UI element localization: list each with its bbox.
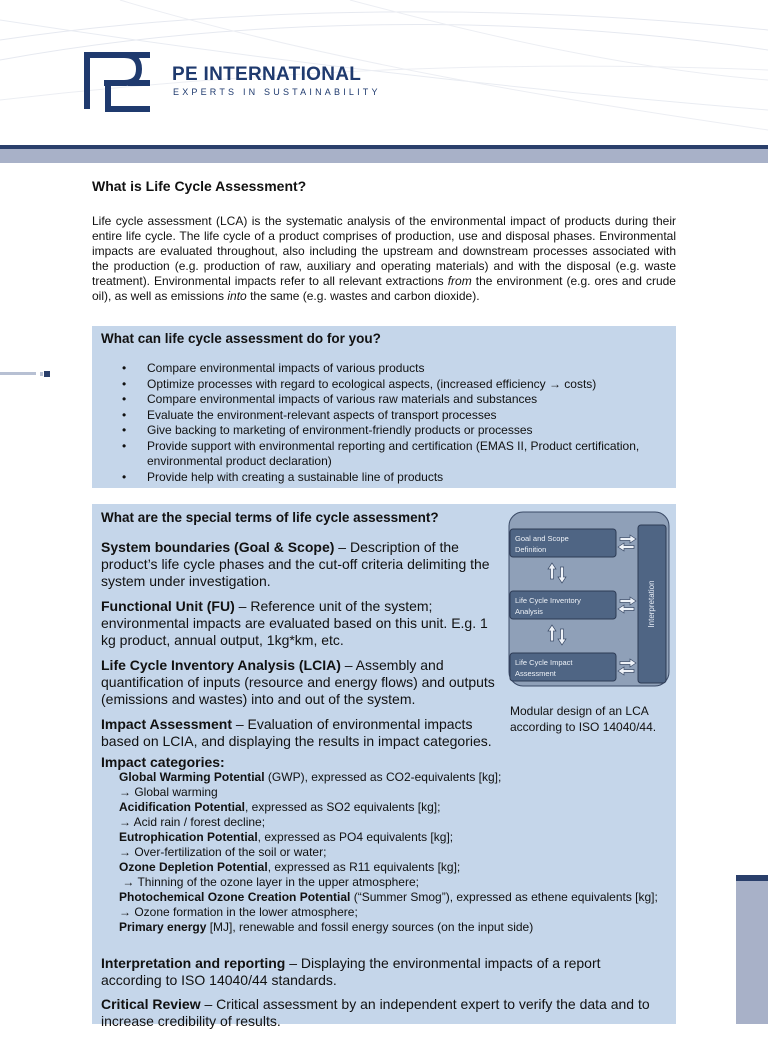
impact-name: Ozone Depletion Potential xyxy=(119,860,268,874)
benefits-list xyxy=(92,361,676,485)
list-item: • Provide help with creating a sustainable line of products xyxy=(92,470,676,486)
header-rule-light xyxy=(0,149,768,163)
brand-name: PE INTERNATIONAL xyxy=(172,64,362,85)
term-description: – Critical assessment by an independent expert to verify the data and to increase credibility of results. xyxy=(101,996,650,1029)
list-item: • Provide support with environmental reporting and certification (EMAS II, Product certification, environmental product declaration) xyxy=(92,439,676,470)
impact-description: (GWP), expressed as CO2-equivalents [kg]; xyxy=(264,770,502,784)
page-header xyxy=(0,0,768,150)
impact-label: Life Cycle Impact Assessment xyxy=(515,658,573,678)
term-name: Interpretation and reporting xyxy=(101,955,286,971)
impact-categories-heading: Impact categories: xyxy=(101,754,225,770)
impact-category xyxy=(119,860,659,875)
lca-diagram xyxy=(508,511,670,687)
impact-description: , expressed as PO4 equivalents [kg]; xyxy=(257,830,454,844)
benefits-heading: What can life cycle assessment do for you? xyxy=(101,331,381,346)
terms-box xyxy=(92,504,676,1029)
term-name: Critical Review xyxy=(101,996,201,1012)
term-name: Impact Assessment xyxy=(101,716,232,732)
interpretation-label: Interpretation xyxy=(647,580,656,628)
benefits-box xyxy=(92,326,676,488)
impact-category xyxy=(119,770,659,785)
impact-effect: → Acid rain / forest decline; xyxy=(119,815,266,829)
impact-description: [MJ], renewable and fossil energy sources (on the input side) xyxy=(206,920,534,934)
impact-category xyxy=(119,920,659,935)
term-entry xyxy=(101,657,501,708)
intro-paragraph xyxy=(92,214,676,304)
list-item: • Compare environmental impacts of various raw materials and substances xyxy=(92,392,676,408)
diagram-caption: Modular design of an LCA according to ISO 14040/44. xyxy=(510,704,657,734)
term-entry xyxy=(101,996,661,1030)
term-description: – Displaying the environmental impacts of a report according to ISO 14040/44 standards. xyxy=(101,955,601,988)
impact-name: Photochemical Ozone Creation Potential xyxy=(119,890,351,904)
term-name: Life Cycle Inventory Analysis (LCIA) xyxy=(101,657,341,673)
impact-name: Global Warming Potential xyxy=(119,770,265,784)
list-item: • Optimize processes with regard to ecological aspects, (increased efficiency → costs) xyxy=(92,377,676,393)
term-name: System boundaries (Goal & Scope) xyxy=(101,539,335,555)
intro-emphasis-from: from xyxy=(447,274,472,288)
impact-category xyxy=(119,890,659,905)
term-entry xyxy=(101,598,501,649)
term-description: – Evaluation of environmental impacts based on LCIA, and displaying the results in impact categories. xyxy=(101,716,492,749)
impact-effect: → Over-fertilization of the soil or water; xyxy=(119,845,327,859)
list-item: • Compare environmental impacts of various products xyxy=(92,361,676,377)
term-entry xyxy=(101,955,661,989)
intro-text-3: the same (e.g. wastes and carbon dioxide). xyxy=(246,289,480,303)
terms-list xyxy=(101,539,501,758)
pe-logo-icon xyxy=(84,52,154,112)
inventory-label: Life Cycle Inventory Analysis xyxy=(515,596,581,616)
impact-effect: → Thinning of the ozone layer in the upper atmosphere; xyxy=(119,875,419,889)
impact-description: , expressed as R11 equivalents [kg]; xyxy=(267,860,461,874)
intro-text-1: Life cycle assessment (LCA) is the systematic analysis of the environmental impact of products during their entire life cycle. The life cycle of a product comprises of production, use and disposal phases. Environmental impacts are evaluated throughout, also including the upstream and downstream processes associated with the production (e.g. production of raw, auxiliary and operating materials) and with the disposal (e.g. waste treatment). Environmental impacts refer to all relevant extractions xyxy=(92,214,676,288)
impact-category xyxy=(119,800,659,815)
goal-scope-label: Goal and Scope Definition xyxy=(515,534,569,554)
impact-categories-list xyxy=(119,770,659,935)
side-marker-graphic xyxy=(0,371,52,377)
impact-name: Acidification Potential xyxy=(119,800,246,814)
impact-effect: → Global warming xyxy=(119,785,218,799)
terms-tail xyxy=(101,955,661,1037)
impact-category xyxy=(119,830,659,845)
term-description: – Assembly and quantification of inputs (resource and energy flows) and outputs (emissions and wastes) into and out of the system. xyxy=(101,657,495,707)
term-entry xyxy=(101,716,501,750)
brand-tagline: EXPERTS IN SUSTAINABILITY xyxy=(173,87,381,97)
impact-description: (“Summer Smog”), expressed as ethene equivalents [kg]; xyxy=(350,890,658,904)
list-item: • Evaluate the environment-relevant aspects of transport processes xyxy=(92,408,676,424)
term-name: Functional Unit (FU) xyxy=(101,598,235,614)
impact-description: , expressed as SO2 equivalents [kg]; xyxy=(245,800,441,814)
impact-name: Primary energy xyxy=(119,920,207,934)
term-description: – Reference unit of the system; environmental impacts are evaluated based on this unit. E.g. 1 kg product, annual output, 1kg*km, etc. xyxy=(101,598,488,648)
impact-effect: → Ozone formation in the lower atmosphere; xyxy=(119,905,358,919)
side-bar-graphic xyxy=(736,875,768,1024)
intro-text-2: the environment (e.g. ores and crude oil), as well as emissions xyxy=(92,274,676,303)
page-title: What is Life Cycle Assessment? xyxy=(92,178,307,194)
terms-heading: What are the special terms of life cycle assessment? xyxy=(101,510,439,525)
side-bar-accent xyxy=(736,875,768,881)
term-entry xyxy=(101,539,501,590)
term-description: – Description of the product’s life cycle phases and the cut-off criteria delimiting the system under investigation. xyxy=(101,539,490,589)
impact-name: Eutrophication Potential xyxy=(119,830,258,844)
list-item: • Give backing to marketing of environment-friendly products or processes xyxy=(92,423,676,439)
intro-emphasis-into: into xyxy=(227,289,247,303)
